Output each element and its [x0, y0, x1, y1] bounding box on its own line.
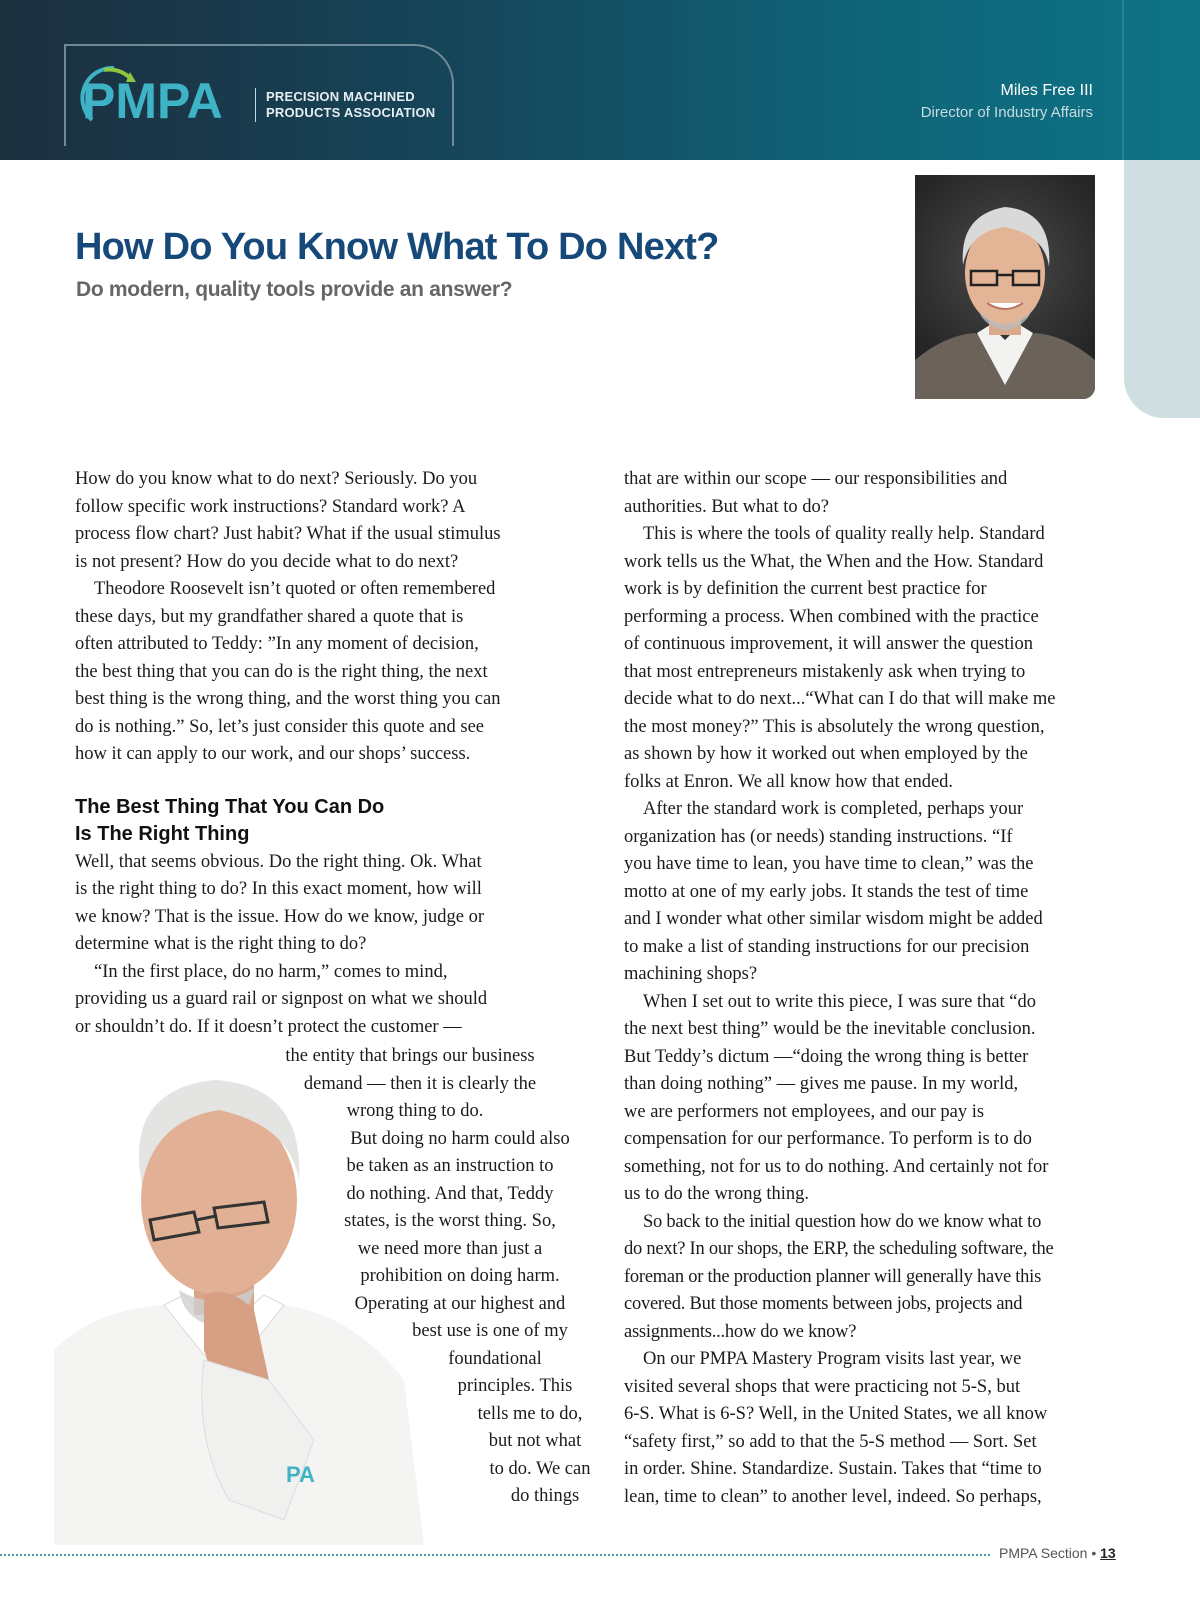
paragraph: [624, 466, 1129, 521]
text-line: This is where the tools of quality really help. Standard: [643, 524, 1045, 544]
text-line: but not what: [488, 1431, 582, 1451]
text-line: Theodore Roosevelt isn’t quoted or often remembered: [94, 579, 496, 599]
header-divider: [1122, 0, 1124, 160]
text-line: tells me to do,: [477, 1403, 583, 1424]
text-line: machining shops?: [624, 964, 758, 984]
text-line: determine what is the right thing to do?: [75, 934, 367, 954]
text-line: prohibition on doing harm.: [360, 1266, 560, 1286]
text-line: “safety first,” so add to that the 5-S method — Sort. Set: [624, 1431, 1037, 1452]
text-line: we know? That is the issue. How do we know, judge or: [75, 906, 484, 927]
text-line: how it can apply to our work, and our shops’ success.: [75, 744, 471, 764]
text-line: demand — then it is clearly the: [303, 1073, 537, 1094]
section-subheading: [75, 794, 595, 849]
side-accent-panel: [1124, 160, 1200, 418]
text-line: foreman or the production planner will generally have this: [624, 1266, 1042, 1287]
paragraph: [624, 1346, 1129, 1511]
text-line: that are within our scope — our responsibilities and: [624, 469, 1008, 489]
footer-section: PMPA Section: [999, 1545, 1088, 1561]
paragraph: [624, 1209, 1129, 1347]
text-line: When I set out to write this piece, I was sure that “do: [643, 991, 1037, 1012]
text-line: But doing no harm could also: [350, 1128, 570, 1149]
text-line: best thing is the wrong thing, and the worst thing you can: [75, 689, 501, 709]
text-line: in order. Shine. Standardize. Sustain. Takes that “time to: [624, 1459, 1042, 1479]
paragraph: [75, 849, 595, 959]
logo-line-2: PRODUCTS ASSOCIATION: [266, 105, 436, 120]
text-line: do things: [510, 1486, 580, 1506]
text-line: to do. We can: [489, 1458, 591, 1479]
text-line: organization has (or needs) standing instructions. “If: [624, 826, 1013, 847]
text-line: and I wonder what other similar wisdom might be added: [624, 909, 1043, 929]
article-title: How Do You Know What To Do Next?: [75, 226, 719, 268]
text-line: process flow chart? Just habit? What if the usual stimulus: [75, 524, 501, 544]
text-line: something, not for us to do nothing. And certainly not for: [624, 1156, 1049, 1177]
text-line: these days, but my grandfather shared a quote that is: [75, 606, 464, 627]
text-line: is not present? How do you decide what to do next?: [75, 551, 459, 572]
text-line: Well, that seems obvious. Do the right thing. Ok. What: [75, 851, 482, 872]
text-line: The Best Thing That You Can Do: [75, 795, 385, 818]
text-line: lean, time to clean” to another level, indeed. So perhaps,: [624, 1486, 1042, 1507]
text-line: work tells us the What, the When and the How. Standard: [624, 551, 1044, 572]
text-line: On our PMPA Mastery Program visits last year, we: [643, 1349, 1022, 1369]
text-line: states, is the worst thing. So,: [344, 1211, 556, 1231]
text-line: best use is one of my: [412, 1321, 568, 1341]
text-line: of continuous improvement, it will answer the question: [624, 634, 1033, 654]
text-line: 6-S. What is 6-S? Well, in the United States, we all know: [624, 1404, 1048, 1424]
paragraph: [75, 959, 595, 1042]
pmpa-logo: [74, 60, 254, 136]
logo-mark-text: PMPA: [82, 73, 223, 129]
text-line: folks at Enron. We all know how that ended.: [624, 771, 954, 792]
text-line: motto at one of my early jobs. It stands the test of time: [624, 881, 1029, 902]
text-line: or shouldn’t do. If it doesn’t protect the customer —: [75, 1016, 462, 1037]
text-line: do is nothing.” So, let’s just consider this quote and see: [75, 716, 485, 737]
text-line: How do you know what to do next? Seriously. Do you: [75, 469, 478, 489]
footer-rule: [0, 1554, 990, 1556]
text-line: performing a process. When combined with the practice: [624, 606, 1039, 627]
text-line: the entity that brings our business: [285, 1046, 535, 1066]
footer: [999, 1545, 1116, 1561]
text-line: Operating at our highest and: [354, 1293, 566, 1314]
text-line: do next? In our shops, the ERP, the scheduling software, the: [624, 1239, 1054, 1259]
text-line: “In the first place, do no harm,” comes to mind,: [94, 961, 448, 982]
text-line: we are performers not employees, and our pay is: [624, 1101, 985, 1122]
text-line: than doing nothing” — gives me pause. In my world,: [624, 1074, 1019, 1094]
author-pensive-photo: [54, 1080, 424, 1545]
text-line: we need more than just a: [357, 1238, 543, 1259]
text-line: follow specific work instructions? Standard work? A: [75, 496, 466, 517]
logo-divider: [255, 88, 256, 122]
text-line: to make a list of standing instructions for our precision: [624, 936, 1030, 957]
text-line: principles. This: [457, 1376, 573, 1396]
logo-line-1: PRECISION MACHINED: [266, 89, 415, 104]
text-line: often attributed to Teddy: ”In any moment of decision,: [75, 634, 479, 654]
text-line: decide what to do next...“What can I do that will make me: [624, 689, 1056, 709]
text-line: the next best thing” would be the inevitable conclusion.: [624, 1019, 1036, 1039]
text-line: be taken as an instruction to: [346, 1156, 554, 1176]
paragraph: [624, 521, 1129, 796]
text-line: So back to the initial question how do we know what to: [643, 1211, 1042, 1232]
right-column: [624, 466, 1129, 1511]
text-line: After the standard work is completed, perhaps your: [643, 799, 1024, 819]
text-line: visited several shops that were practicing not 5-S, but: [624, 1376, 1021, 1397]
paragraph: [75, 576, 595, 769]
text-line: Is The Right Thing: [75, 823, 250, 845]
text-line: you have time to lean, you have time to clean,” was the: [624, 854, 1034, 874]
text-line: do nothing. And that, Teddy: [346, 1183, 554, 1204]
text-line: providing us a guard rail or signpost on what we should: [75, 989, 488, 1009]
shirt-logo: PA: [286, 1462, 315, 1487]
text-line: But Teddy’s dictum —“doing the wrong thing is better: [624, 1046, 1029, 1067]
paragraph: [75, 466, 595, 576]
text-line: authorities. But what to do?: [624, 496, 830, 517]
text-line: work is by definition the current best practice for: [624, 579, 987, 599]
text-line: is the right thing to do? In this exact moment, how will: [75, 879, 482, 899]
page-number: 13: [1100, 1545, 1116, 1561]
text-line: us to do the wrong thing.: [624, 1184, 809, 1204]
paragraph: [624, 796, 1129, 989]
text-line: the most money?” This is absolutely the wrong question,: [624, 716, 1045, 737]
paragraph: [624, 989, 1129, 1209]
text-line: that most entrepreneurs mistakenly ask when trying to: [624, 661, 1026, 682]
text-line: covered. But those moments between jobs, projects and: [624, 1294, 1023, 1314]
article-subtitle: Do modern, quality tools provide an answer?: [76, 278, 513, 301]
author-headshot: [915, 175, 1095, 399]
footer-separator: •: [1091, 1545, 1097, 1561]
text-line: wrong thing to do.: [346, 1101, 484, 1121]
text-line: assignments...how do we know?: [624, 1321, 857, 1342]
left-column: [75, 466, 595, 1041]
author-role: Director of Industry Affairs: [920, 104, 1093, 121]
text-line: compensation for our performance. To perform is to do: [624, 1129, 1032, 1149]
text-line: as shown by how it worked out when employed by the: [624, 744, 1028, 764]
text-line: foundational: [448, 1348, 542, 1369]
text-line: the best thing that you can do is the right thing, the next: [75, 661, 488, 682]
author-name: Miles Free III: [1000, 82, 1093, 99]
